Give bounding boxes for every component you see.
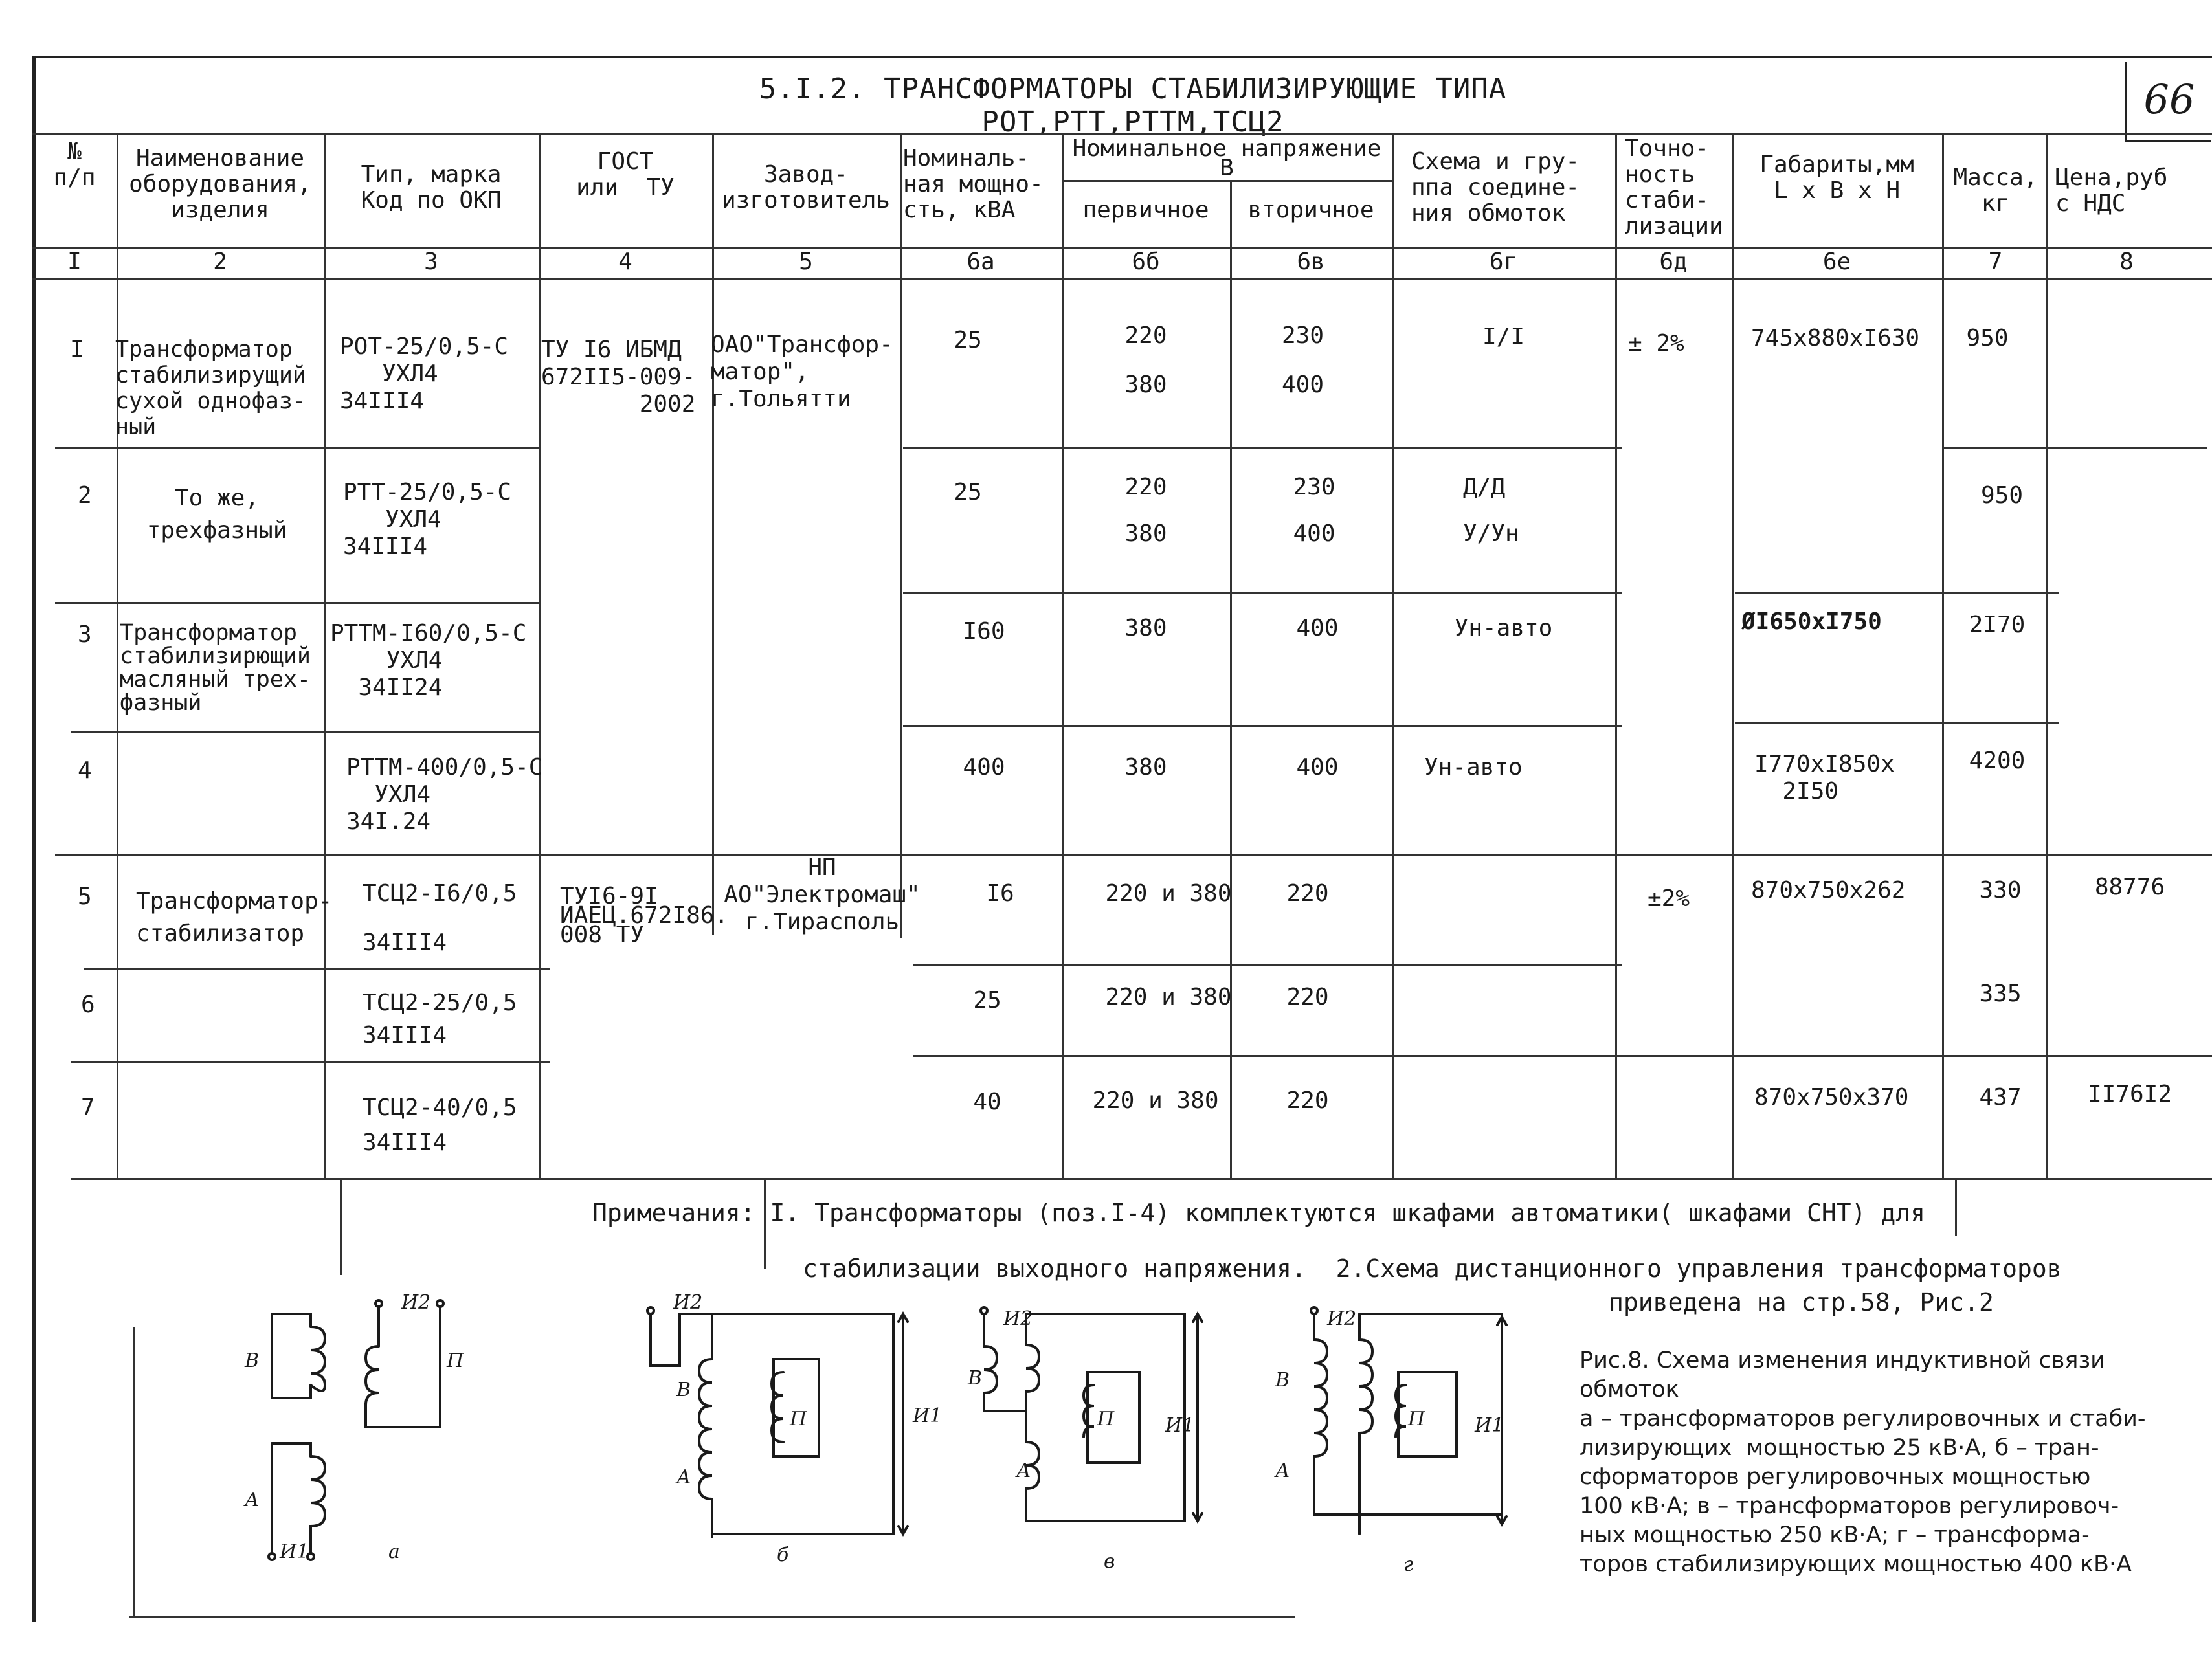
note-line-3: приведена на стр.58, Рис.2 (1609, 1288, 1994, 1316)
label-g: г (1403, 1553, 1414, 1576)
label-B-b: В (676, 1379, 691, 1401)
label-A-a: А (245, 1489, 260, 1511)
winding-schemes-figure (233, 1282, 1515, 1592)
label-U1-g: И1 (1475, 1414, 1504, 1437)
header-plant: Завод- изготовитель (721, 161, 891, 214)
label-A-g: А (1275, 1460, 1290, 1482)
label-A-b: А (676, 1466, 691, 1489)
header-price: Цена,руб с НДС (2055, 164, 2168, 217)
top-border (32, 56, 2212, 58)
label-U2-v: И2 (1003, 1307, 1033, 1330)
label-B-a: В (245, 1349, 260, 1372)
scheme-a (269, 1300, 443, 1560)
label-P-g: П (1408, 1408, 1425, 1430)
label-A-v: А (1016, 1460, 1031, 1482)
header-accuracy: Точно- ность стаби- лизации (1625, 135, 1723, 239)
label-U2-a: И2 (401, 1291, 431, 1314)
label-U1-b: И1 (913, 1405, 943, 1427)
note-line-2: стабилизации выходного напряжения. 2.Схема дистанционного управления трансформаторов (803, 1254, 2062, 1283)
left-border (32, 56, 36, 1622)
document-page: 5.I.2. ТРАНСФОРМАТОРЫ СТАБИЛИЗИРУЮЩИЕ ТИПА РОТ,РТТ,РТТМ,ТСЦ2 66 № п/п Наименование оборудования, изделия Тип, марка Код по ОКП ГОСТ или ТУ Завод- изготовитель Номиналь- ная мощно- сть, кВА Номинальное напряжение В первичное вторичное Схема и гру- ппа соедине- ния обмоток Точно- ность стаби- лизации Габариты,мм L x B x H Масса, кг Цена,руб с НДС I 2 3 4 5 6а 6б 6в 6г 6д 6е 7 8 I Трансформатор стабилизирущий сухой однофаз- ный РОТ-25/0,5-С УХЛ4 34III4 ТУ I6 ИБМД 672II5-009- 2002 ОАО"Трансфор- матор", г.Тольятти 25 220 380 230 400 I/I ± 2% 745x880xI630 950 2 То же, трехфазный РТТ-25/0,5-С УХЛ4 34III4 25 220 380 230 400 Д/Д У/Ун 950 3 Трансформатор стабилизирющий масляный трех- фазный РТТМ-I60/0,5-С УХЛ4 34II24 I60 380 400 Ун-авто ØI650xI750 2I70 4 РТТМ-400/0,5-С УХЛ4 34I.24 400 380 400 Ун-авто I770xI850x 2I50 4200 5 Трансформатор- стабилизатор ТСЦ2-I6/0,5 34III4 ТУI6-9I ИАЕЦ.672I86. 008 ТУ НП АО"Электромаш" г.Тирасполь I6 220 и 380 220 ±2% 870x750x262 330 88776 6 ТСЦ2-25/0,5 34III4 25 220 и 380 220 335 7 ТСЦ2-40/0,5 34III4 40 220 и 380 220 870x750x370 437 II76I2 Примечания: I. Трансформаторы (поз.I-4) комплектуются шкафами автоматики( шкафами СНТ) для стабилизации выходного напряжения. 2.Схема дистанционного управления трансформаторов приведена на стр.58, Рис.2 В И2 П А И1 а И2 В А П И1 б И2 В А П И1 в И2 В А П И1 г Рис.8. Схема изменения индуктивной связи обмоток а – трансформаторов регулировочных и стаби- лизирующих мощностью 25 кВ·А, б – тран- сформаторов регулировочных мощностью 100 кВ·А; в – трансформаторов регулировоч- ных мощностью 250 кВ·А; г – трансформа- торов стабилизирующих мощностью 400 кВ·А (0, 0, 2212, 1677)
page-number: 66 (2125, 62, 2211, 142)
label-v: в (1104, 1550, 1115, 1573)
label-U2-g: И2 (1327, 1307, 1357, 1330)
header-dims: Габариты,мм L x B x H (1760, 151, 1914, 204)
label-U2-b: И2 (673, 1291, 703, 1314)
label-B-v: В (968, 1367, 983, 1390)
header-type: Тип, марка Код по ОКП (361, 161, 502, 214)
note-line-1: Примечания: I. Трансформаторы (поз.I-4) комплектуются шкафами автоматики( шкафами СНТ) для (592, 1199, 1926, 1227)
figure-caption: Рис.8. Схема изменения индуктивной связи обмоток а – трансформаторов регулировочных и стаби- лизирующих мощностью 25 кВ·А, б – тран- сформаторов регулировочных мощностью 100 кВ·А; в – трансформаторов регулировоч- ных мощностью 250 кВ·А; г – трансформа- торов стабилизирующих мощностью 400 кВ·А (1580, 1348, 2146, 1577)
header-scheme: Схема и гру- ппа соедине- ния обмоток (1411, 148, 1580, 227)
header-voltage: Номинальное напряжение В (1072, 135, 1381, 181)
header-power: Номиналь- ная мощно- сть, кВА (903, 145, 1044, 223)
header-mass: Масса, кг (1953, 164, 2038, 217)
label-b: б (777, 1544, 789, 1566)
label-U1-a: И1 (280, 1540, 309, 1563)
header-gost: ГОСТ или ТУ (576, 148, 675, 201)
header-num: № п/п (53, 139, 96, 191)
label-a: а (388, 1540, 400, 1563)
label-B-g: В (1275, 1369, 1290, 1392)
label-U1-v: И1 (1165, 1414, 1195, 1437)
label-P-b: П (790, 1408, 807, 1430)
label-P-a: П (447, 1349, 464, 1372)
label-P-v: П (1097, 1408, 1115, 1430)
header-primary: первичное (1082, 197, 1209, 223)
scheme-b (647, 1307, 908, 1537)
page-title: 5.I.2. ТРАНСФОРМАТОРЫ СТАБИЛИЗИРУЮЩИЕ ТИПА РОТ,РТТ,РТТМ,ТСЦ2 (759, 72, 1507, 139)
header-name: Наименование оборудования, изделия (129, 145, 311, 223)
header-secondary: вторичное (1247, 197, 1374, 223)
